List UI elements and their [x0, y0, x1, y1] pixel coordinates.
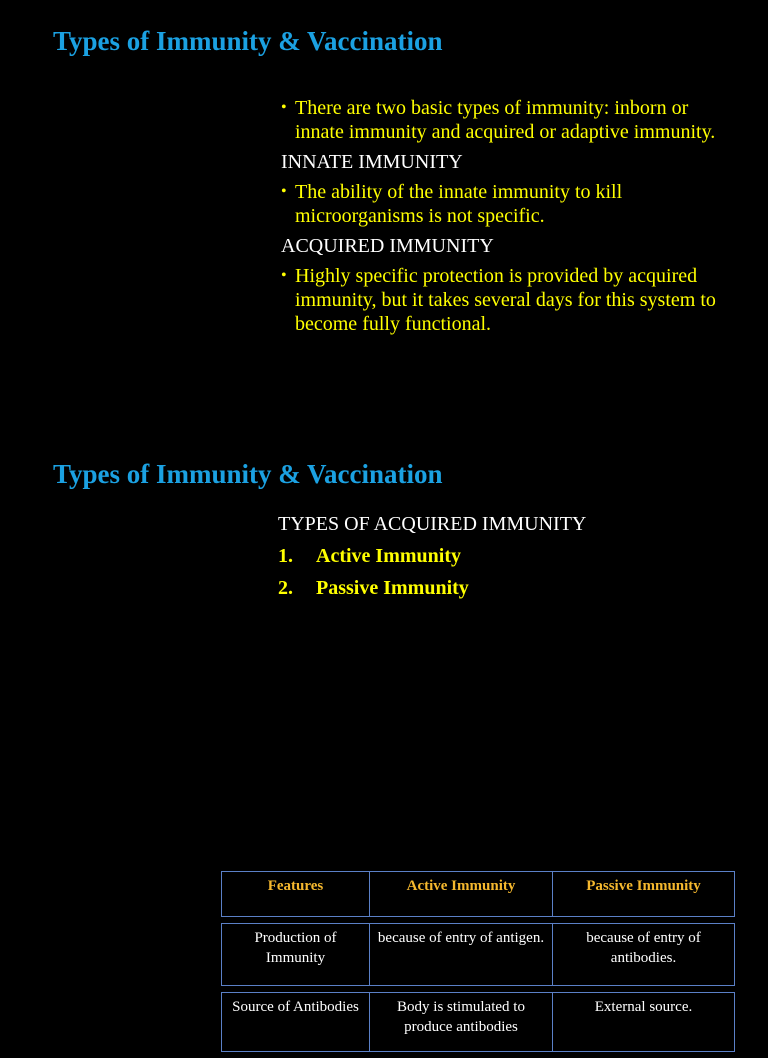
bullet-text: The ability of the innate immunity to kill microorganisms is not specific. [295, 181, 623, 227]
table-cell: Production of Immunity [221, 923, 370, 986]
table-cell: External source. [553, 992, 735, 1052]
slide-title: Types of Immunity & Vaccination [53, 459, 443, 489]
table-cell: Source of Antibodies [221, 992, 370, 1052]
list-label: Passive Immunity [316, 577, 469, 599]
section-heading-innate: INNATE IMMUNITY [281, 151, 463, 173]
table-header-cell: Active Immunity [370, 871, 553, 917]
section-heading-acquired: ACQUIRED IMMUNITY [281, 235, 494, 257]
list-label: Active Immunity [316, 545, 461, 567]
slide-title: Types of Immunity & Vaccination [53, 26, 443, 56]
section-heading-types: TYPES OF ACQUIRED IMMUNITY [278, 513, 587, 535]
list-number: 1. [278, 545, 293, 567]
table-row [221, 923, 735, 986]
list-number: 2. [278, 577, 293, 599]
slide-content [281, 96, 741, 342]
bullet-icon: • [281, 267, 287, 284]
bullet-item [281, 96, 741, 144]
table-cell: Body is stimulated to produce antibodies [370, 992, 553, 1052]
table-cell: because of entry of antibodies. [553, 923, 735, 986]
bullet-icon: • [281, 99, 287, 116]
slide-content [278, 512, 586, 608]
comparison-table [221, 871, 735, 1058]
table-row [221, 992, 735, 1052]
list-item [278, 576, 586, 600]
bullet-text: There are two basic types of immunity: inborn or innate immunity and acquired or adaptive immunity. [295, 97, 716, 143]
table-header-row [221, 871, 735, 917]
bullet-item [281, 264, 741, 336]
list-item [278, 544, 586, 568]
bullet-item [281, 180, 741, 228]
table-cell: because of entry of antigen. [370, 923, 553, 986]
bullet-icon: • [281, 183, 287, 200]
bullet-text: Highly specific protection is provided by acquired immunity, but it takes several days for this system to become fully functional. [295, 265, 716, 335]
table-header-cell: Features [221, 871, 370, 917]
table-header-cell: Passive Immunity [553, 871, 735, 917]
